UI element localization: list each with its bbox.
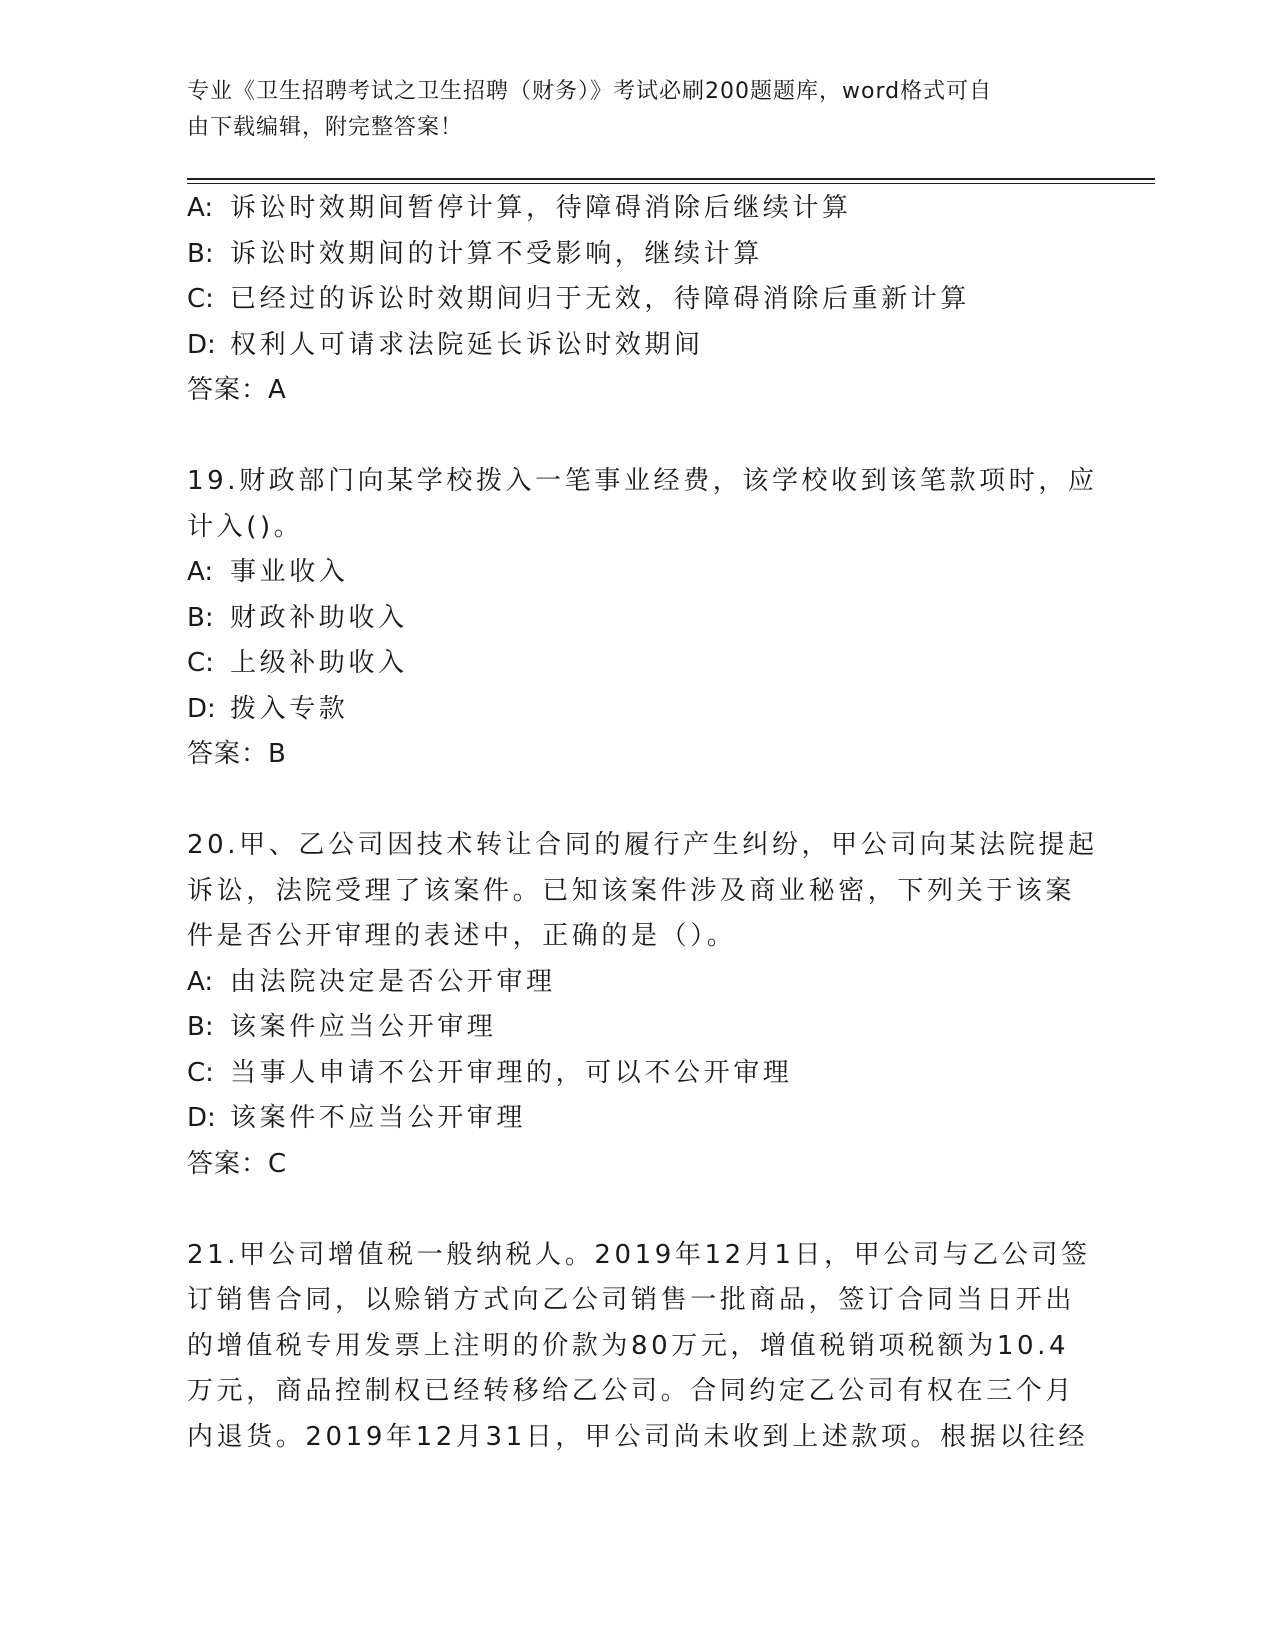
question-text-line: 订销售合同，以赊销方式向乙公司销售一批商品，签订合同当日开出: [187, 1285, 1076, 1315]
question-text-line: 件是否公开审理的表述中，正确的是（）。: [187, 921, 737, 951]
option-a: A: 诉讼时效期间暂停计算，待障碍消除后继续计算: [187, 193, 852, 223]
question-list: [187, 186, 1098, 1460]
spacer: [187, 414, 1087, 460]
question-text-line: 计入()。: [187, 511, 304, 542]
option-a: A: 由法院决定是否公开审理: [187, 966, 556, 997]
question-19: [187, 459, 1098, 778]
option-d: D: 该案件不应当公开审理: [187, 1103, 527, 1133]
option-b: B: 该案件应当公开审理: [187, 1012, 497, 1042]
header-rule-thin: [187, 183, 1155, 184]
answer-line: 答案：C: [187, 1148, 288, 1179]
question-text-line: 内退货。2019年12月31日，甲公司尚未收到上述款项。根据以往经: [187, 1421, 1089, 1452]
question-text-line: 19.财政部门向某学校拨入一笔事业经费，该学校收到该笔款项时，应: [187, 466, 1098, 496]
question-text-line: 的增值税专用发票上注明的价款为80万元，增值税销项税额为10.4: [187, 1330, 1070, 1361]
question-18: [187, 186, 1087, 414]
question-20: [187, 823, 1098, 1187]
header-rule-thick: [187, 178, 1155, 180]
answer-line: 答案：B: [187, 739, 287, 769]
question-text-line: 万元，商品控制权已经转移给乙公司。合同约定乙公司有权在三个月: [187, 1376, 1076, 1406]
header-line-1: 专业《卫生招聘考试之卫生招聘（财务）》考试必刷200题题库，word格式可自: [187, 79, 993, 104]
header-line-2: 由下载编辑，附完整答案！: [187, 115, 464, 140]
option-c: C: 上级补助收入: [187, 648, 408, 678]
option-b: B: 财政补助收入: [187, 602, 408, 633]
option-a: A: 事业收入: [187, 557, 349, 587]
question-text-line: 21.甲公司增值税一般纳税人。2019年12月1日，甲公司与乙公司签: [187, 1239, 1091, 1270]
option-d: D: 权利人可请求法院延长诉讼时效期间: [187, 329, 704, 360]
option-c: C: 已经过的诉讼时效期间归于无效，待障碍消除后重新计算: [187, 284, 971, 314]
option-b: B: 诉讼时效期间的计算不受影响，继续计算: [187, 238, 763, 269]
spacer: [187, 778, 1087, 824]
option-c: C: 当事人申请不公开审理的，可以不公开审理: [187, 1057, 793, 1088]
document-header: [187, 74, 1067, 146]
answer-line: 答案：A: [187, 375, 287, 405]
option-d: D: 拨入专款: [187, 693, 349, 724]
question-text-line: 20.甲、乙公司因技术转让合同的履行产生纠纷，甲公司向某法院提起: [187, 830, 1098, 860]
spacer: [187, 1187, 1087, 1233]
question-text-line: 诉讼，法院受理了该案件。已知该案件涉及商业秘密，下列关于该案: [187, 875, 1076, 906]
question-21: [187, 1233, 1091, 1461]
